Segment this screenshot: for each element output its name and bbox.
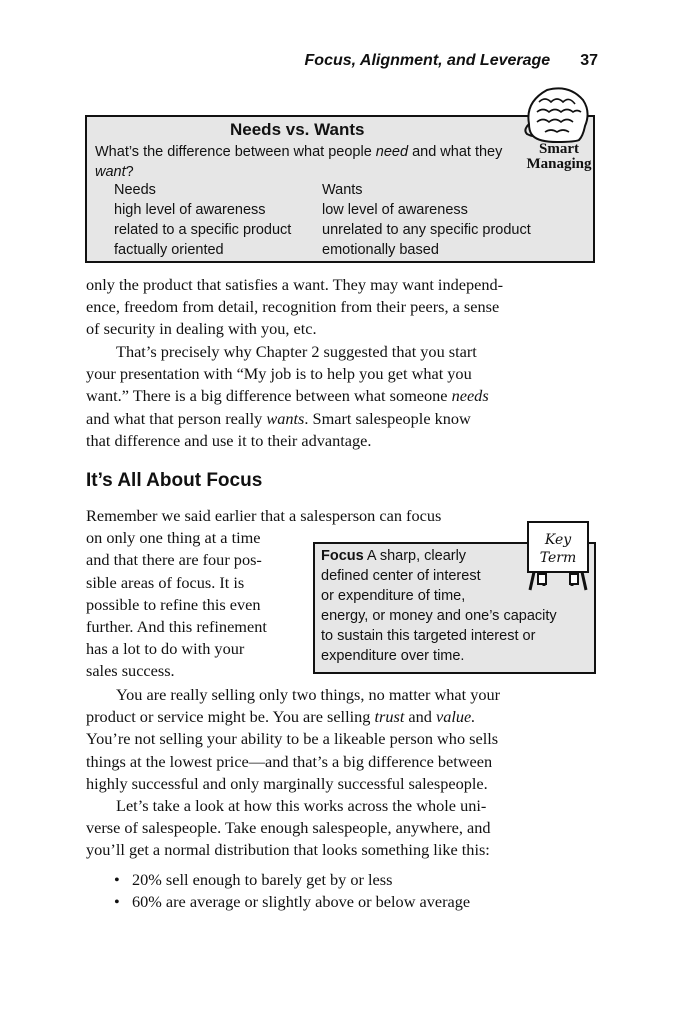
needs-cell: related to a specific product xyxy=(114,222,292,238)
list-item: • 20% sell enough to barely get by or less xyxy=(108,869,470,891)
key-term-badge-line2: Term xyxy=(539,550,577,566)
paragraph: Let’s take a look at how this works across the whole uni- verse of salespeople. Take enough salespeople, anywhere, and you’ll get a normal distribution that looks something like this: xyxy=(86,796,491,860)
paragraph: That’s precisely why Chapter 2 suggested that you start your presentation with “My job is to help you get what you want.” There is a big difference between what someone needs and what that person really wants. Smart salespeople know that difference and use it to their advantage. xyxy=(86,342,489,450)
paragraph: Remember we said earlier that a salesperson can focus on only one thing at a time and that there are four pos- sible areas of focus. It is possible to refine this even further. And this refinement has a lot to do with your sales success. xyxy=(86,506,442,681)
wants-cell: emotionally based xyxy=(322,242,439,258)
section-heading: It’s All About Focus xyxy=(86,470,263,491)
needs-cell: factually oriented xyxy=(114,242,224,258)
bullet-list xyxy=(108,869,470,913)
wants-cell: unrelated to any specific product xyxy=(322,222,531,238)
list-item: • 60% are average or slightly above or below average xyxy=(108,891,470,913)
running-title: Focus, Alignment, and Leverage xyxy=(304,52,551,69)
sidebar-question: What’s the difference between what people need and what they want? xyxy=(95,144,503,180)
paragraph: You are really selling only two things, no matter what your product or service might be. You are selling trust and value. You’re not selling your ability to be a likeable person who sells things at the lowest price—and that’s a big difference between highly successful and only marginally successful salespeople. xyxy=(86,685,501,793)
easel-icon xyxy=(520,516,596,592)
needs-column-header: Needs xyxy=(114,182,156,198)
key-term-definition: Focus A sharp, clearly defined center of interest or expenditure of time, energy, or money and one’s capacity to sustain this targeted interest or expenditure over time. xyxy=(321,548,557,664)
needs-vs-wants-sidebar: Needs vs. Wants What’s the difference between what people need and what they want? Needs Wants high level of awareness low level of awareness related to a specific product unrelated to any specific product factually oriented emotionally based xyxy=(85,115,595,263)
page-number: 37 xyxy=(580,52,598,69)
wants-column-header: Wants xyxy=(322,182,363,198)
wants-cell: low level of awareness xyxy=(322,202,468,218)
needs-cell: high level of awareness xyxy=(114,202,266,218)
key-term-badge-line1: Key xyxy=(544,532,572,548)
smart-managing-label: Smart Managing xyxy=(526,141,592,172)
key-term-word: Focus xyxy=(321,548,364,564)
paragraph: only the product that satisfies a want. They may want independ- ence, freedom from detail, recognition from their peers, a sense of security in dealing with you, etc. xyxy=(86,275,504,339)
running-head xyxy=(0,52,598,70)
